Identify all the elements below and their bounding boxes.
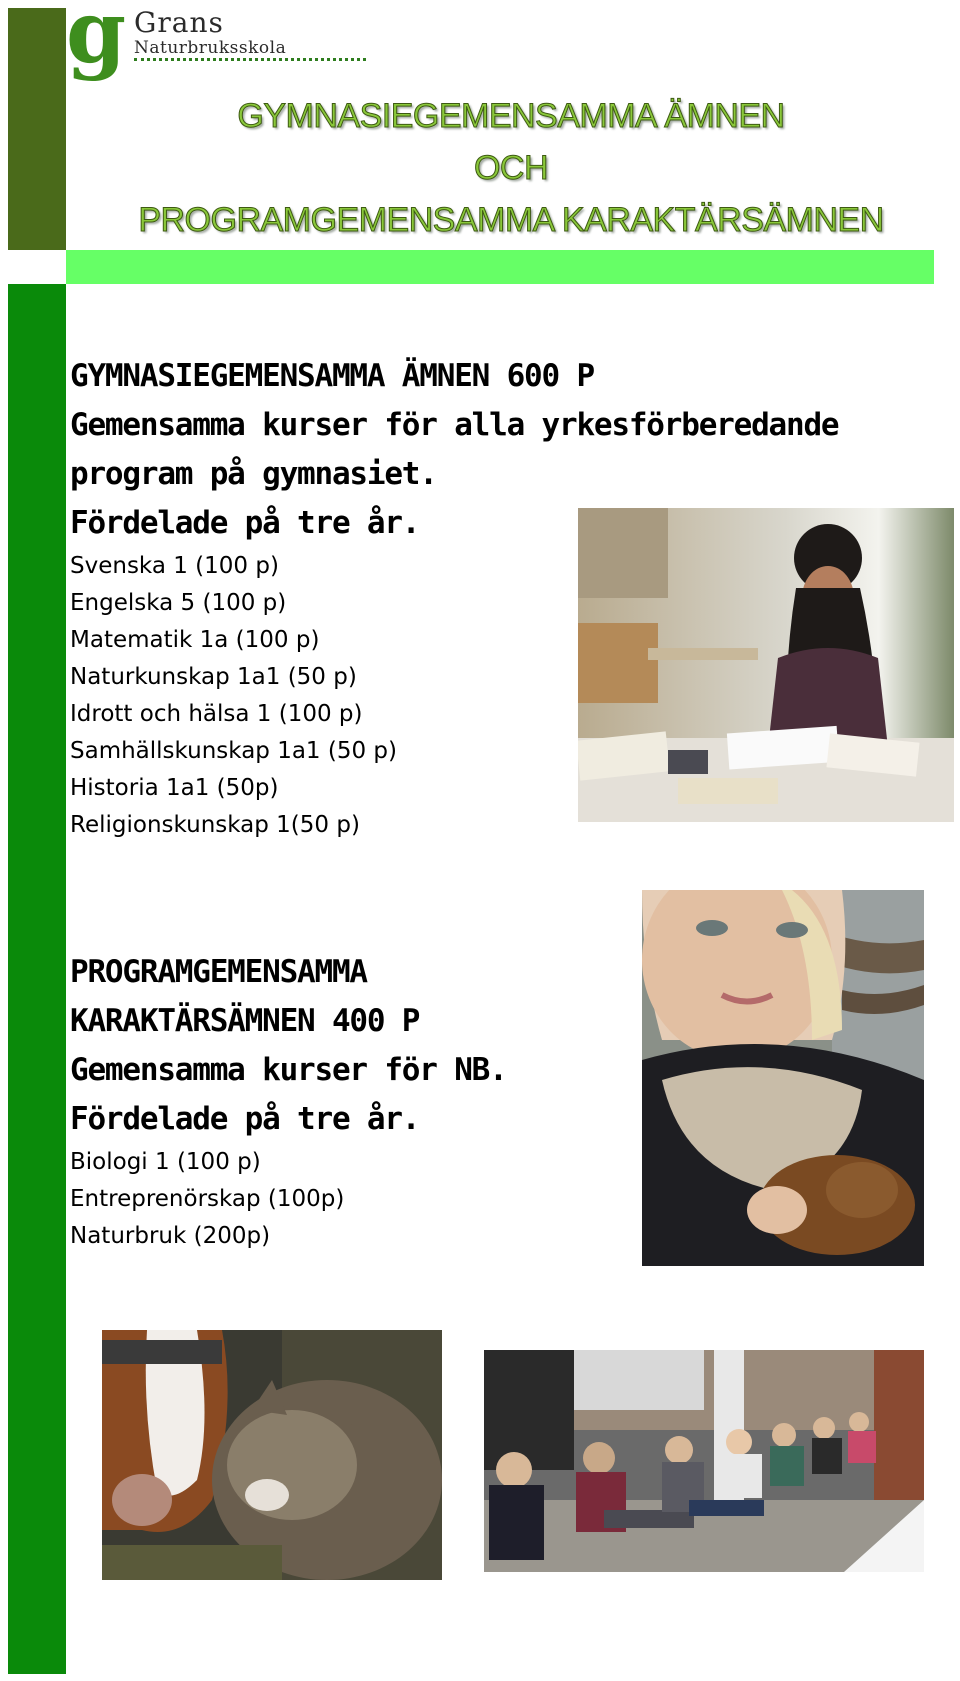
- course-item: Historia 1a1 (50p): [70, 775, 279, 801]
- section-description-line: Gemensamma kurser för NB.: [70, 1052, 507, 1088]
- header-divider-bar: [66, 250, 934, 284]
- photo-girl-guinea-pig: [642, 890, 924, 1266]
- course-item: Biologi 1 (100 p): [70, 1149, 261, 1175]
- course-item: Naturbruk (200p): [70, 1223, 271, 1249]
- logo-letter: g: [66, 0, 127, 83]
- page-title-line-3: PROGRAMGEMENSAMMA KARAKTÄRSÄMNEN: [138, 201, 884, 239]
- photo-students-outdoors: [484, 1350, 924, 1572]
- section-heading: KARAKTÄRSÄMNEN 400 P: [70, 1003, 420, 1039]
- logo-text: [134, 8, 286, 58]
- course-item: Samhällskunskap 1a1 (50 p): [70, 738, 397, 764]
- course-list: [70, 1144, 507, 1255]
- logo-g-mark: [64, 0, 144, 84]
- section-heading: PROGRAMGEMENSAMMA: [70, 954, 367, 990]
- page-title-line-2: OCH: [473, 149, 549, 187]
- section-heading: GYMNASIEGEMENSAMMA ÄMNEN 600 P: [70, 358, 594, 394]
- page-title-line-1: GYMNASIEGEMENSAMMA ÄMNEN: [237, 97, 785, 135]
- course-item: Idrott och hälsa 1 (100 p): [70, 701, 363, 727]
- course-item: Matematik 1a (100 p): [70, 627, 320, 653]
- course-item: Religionskunskap 1(50 p): [70, 812, 360, 838]
- logo-subtitle: Naturbruksskola: [134, 38, 287, 58]
- logo-dotted-line: [134, 58, 366, 61]
- page-title: [66, 90, 956, 246]
- photo-horse-and-cat: [102, 1330, 442, 1580]
- course-item: Naturkunskap 1a1 (50 p): [70, 664, 357, 690]
- photo-student-studying: [578, 508, 954, 822]
- section-description-line: program på gymnasiet.: [70, 456, 437, 492]
- left-green-bar: [8, 284, 66, 1674]
- school-logo: [64, 0, 314, 84]
- course-item: Engelska 5 (100 p): [70, 590, 287, 616]
- section-description-line: Gemensamma kurser för alla yrkesförberedande: [70, 407, 839, 443]
- course-item: Entreprenörskap (100p): [70, 1186, 345, 1212]
- section-programgemensamma: [70, 948, 507, 1255]
- section-description-line: Fördelade på tre år.: [70, 505, 420, 541]
- left-dark-bar: [8, 8, 66, 250]
- section-description-line: Fördelade på tre år.: [70, 1101, 420, 1137]
- course-item: Svenska 1 (100 p): [70, 553, 279, 579]
- logo-name: Grans: [134, 6, 224, 39]
